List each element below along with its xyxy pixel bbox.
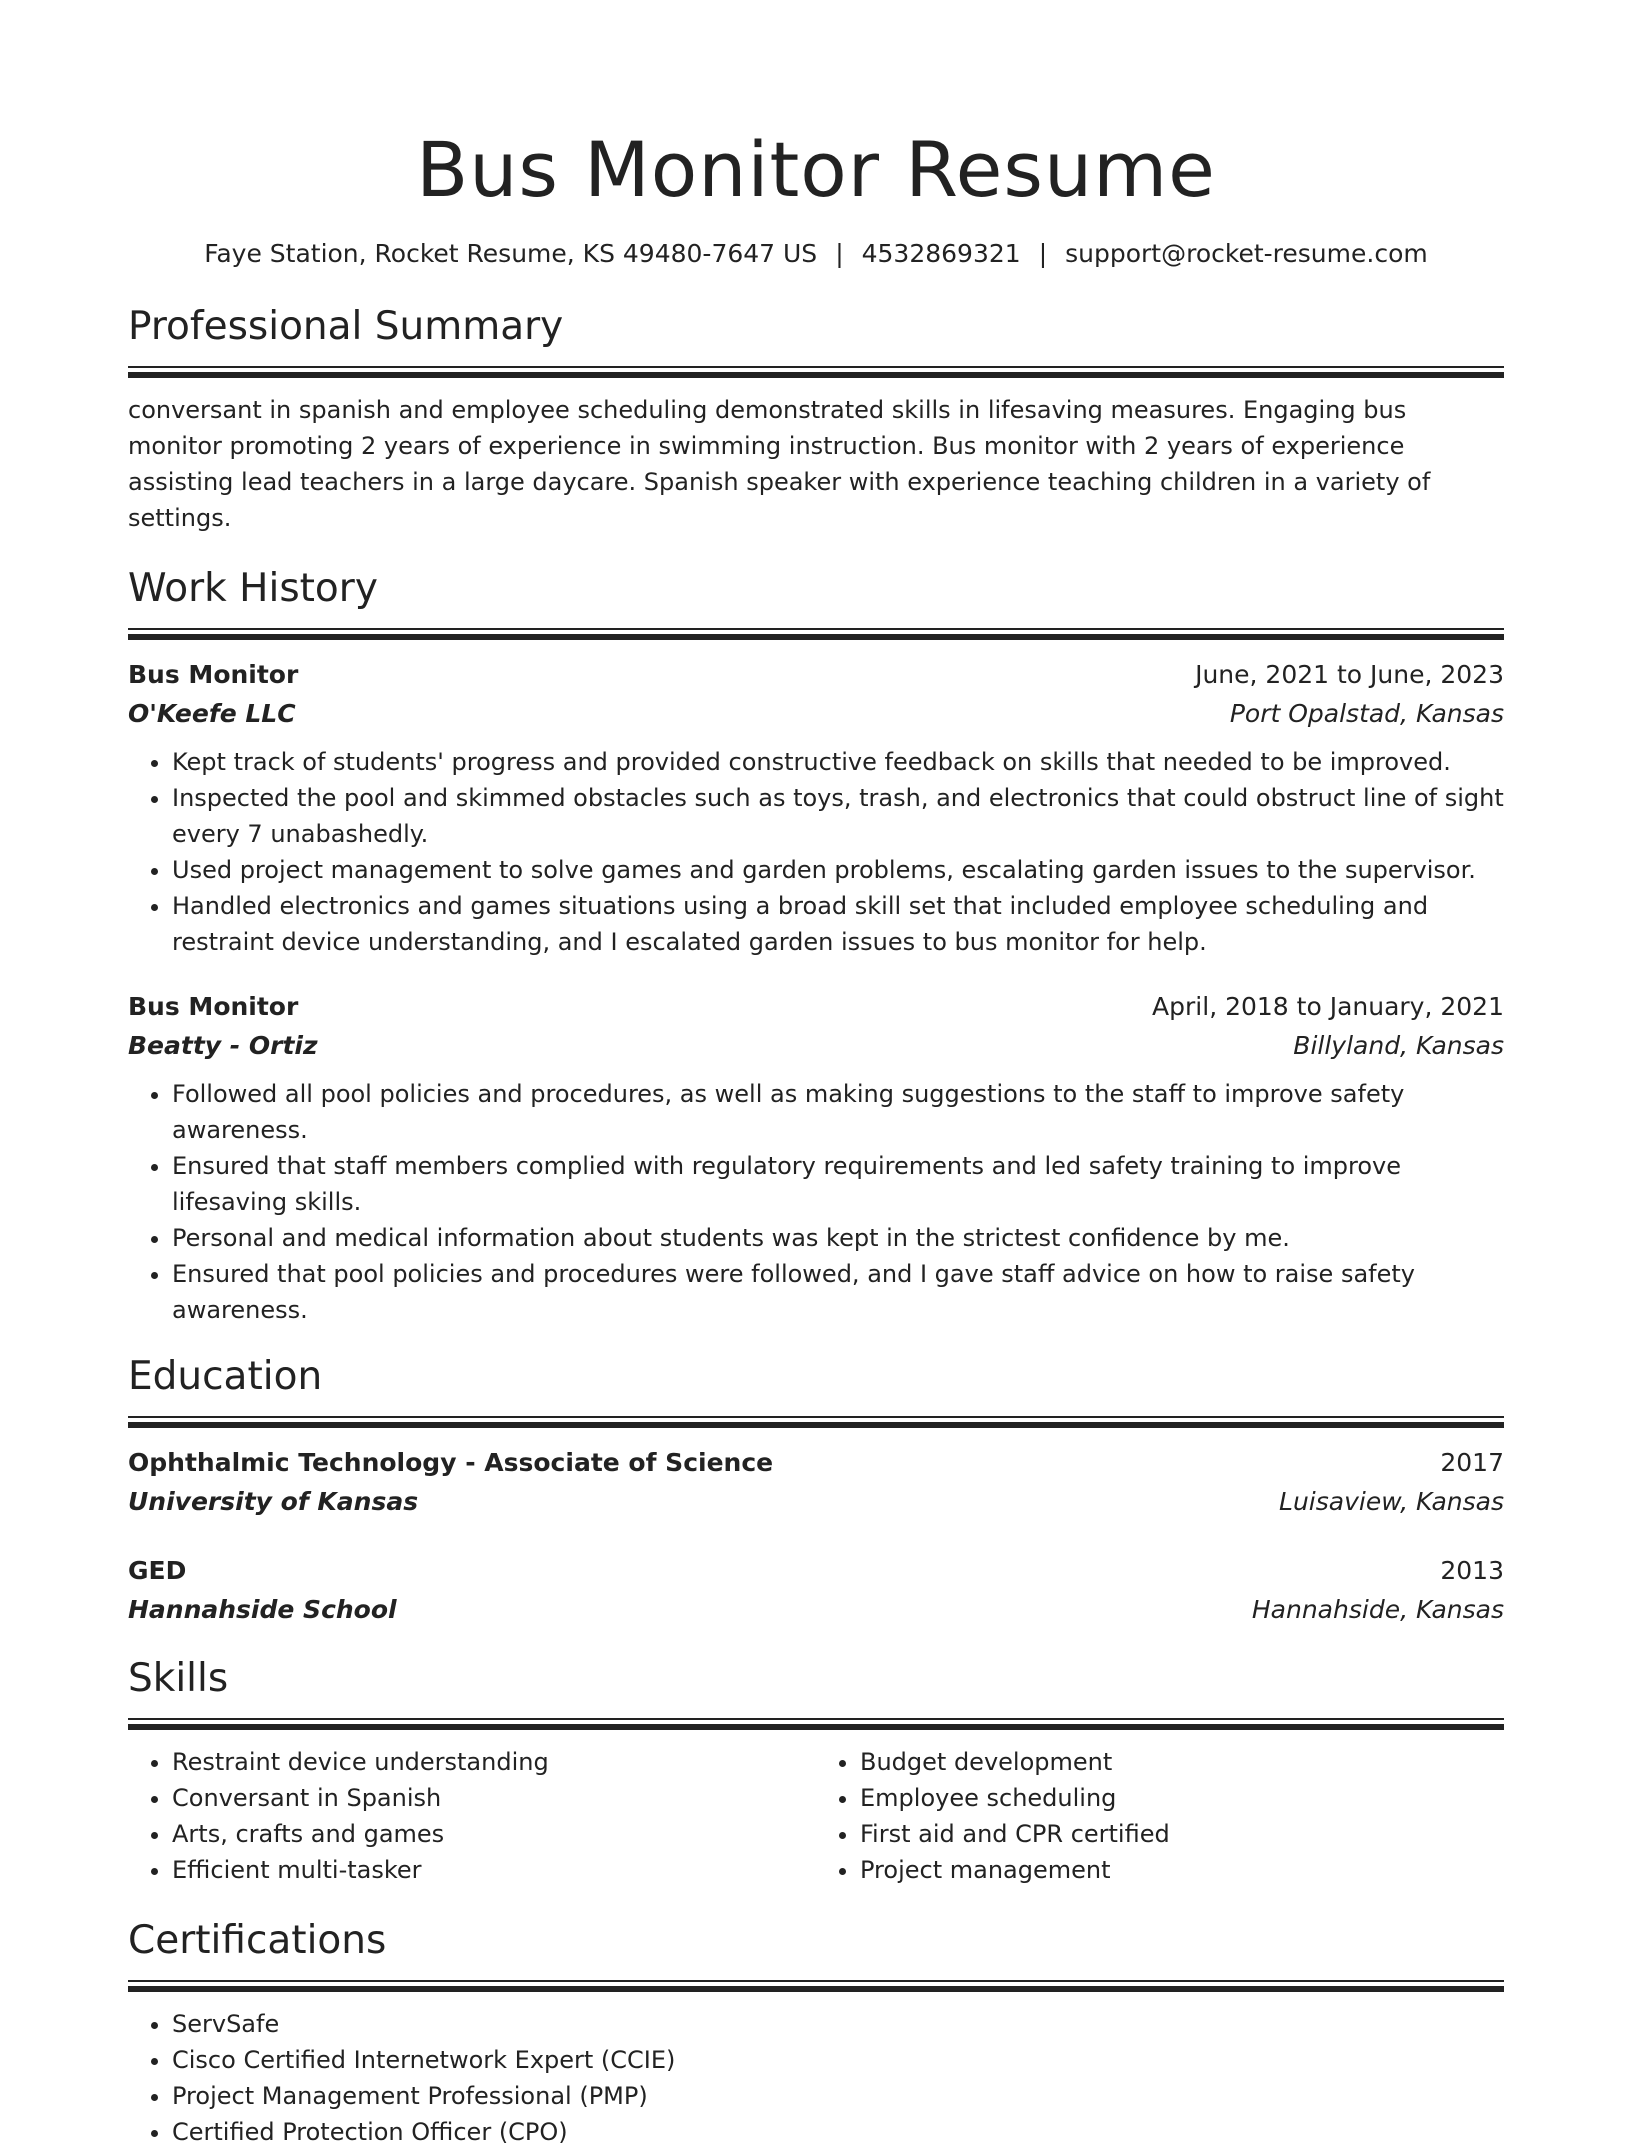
skills-column-left [128, 1744, 816, 1888]
job-bullet: • Used project management to solve games and garden problems, escalating garden issues to the supervisor. [172, 852, 1504, 888]
skill-item: • Employee scheduling [860, 1780, 1504, 1816]
certification-item: • Certified Protection Officer (CPO) [172, 2114, 1504, 2150]
education-degree: GED [128, 1556, 187, 1585]
contact-separator: | [1038, 239, 1048, 268]
job-bullet: • Followed all pool policies and procedures, as well as making suggestions to the staff to improve safety awareness. [172, 1076, 1504, 1148]
job-bullet: • Handled electronics and games situations using a broad skill set that included employee scheduling and restraint device understanding, and I escalated garden issues to bus monitor for help. [172, 888, 1504, 960]
job-company: O'Keefe LLC [128, 699, 296, 728]
job-company: Beatty - Ortiz [128, 1031, 318, 1060]
education-entry [128, 1444, 1504, 1522]
education-year: 2017 [1440, 1448, 1504, 1477]
contact-phone: 4532869321 [861, 239, 1021, 268]
skill-item: • Project management [860, 1852, 1504, 1888]
job-entry [128, 988, 1504, 1328]
section-heading-summary: Professional Summary [128, 304, 564, 349]
skill-item: • Efficient multi-tasker [172, 1852, 816, 1888]
job-location: Billyland, Kansas [1293, 1031, 1504, 1060]
education-section [128, 1352, 1504, 1630]
certifications-section [128, 1916, 1504, 2150]
section-heading-work-history: Work History [128, 566, 378, 611]
education-school: University of Kansas [128, 1487, 419, 1516]
education-location: Hannahside, Kansas [1251, 1595, 1504, 1624]
skill-item: • First aid and CPR certified [860, 1816, 1504, 1852]
skills-column-right [816, 1744, 1504, 1888]
contact-email: support@rocket-resume.com [1065, 239, 1428, 268]
skill-item: • Arts, crafts and games [172, 1816, 816, 1852]
skills-grid [128, 1744, 1504, 1888]
education-entry [128, 1552, 1504, 1630]
education-year: 2013 [1440, 1556, 1504, 1585]
education-location: Luisaview, Kansas [1279, 1487, 1504, 1516]
skill-item: • Budget development [860, 1744, 1504, 1780]
job-bullet: • Ensured that staff members complied with regulatory requirements and led safety training to improve lifesaving skills. [172, 1148, 1504, 1220]
section-divider [128, 1980, 1504, 1992]
summary-section [128, 302, 1504, 536]
job-bullet: • Ensured that pool policies and procedures were followed, and I gave staff advice on how to raise safety awareness. [172, 1256, 1504, 1328]
skill-item: • Restraint device understanding [172, 1744, 816, 1780]
certifications-list [128, 2006, 1504, 2150]
section-divider [128, 366, 1504, 378]
section-divider [128, 1718, 1504, 1730]
education-degree: Ophthalmic Technology - Associate of Science [128, 1448, 774, 1477]
section-heading-education: Education [128, 1354, 323, 1399]
certification-item: • ServSafe [172, 2006, 1504, 2042]
contact-line [128, 236, 1504, 272]
job-title: Bus Monitor [128, 992, 299, 1021]
contact-separator: | [835, 239, 844, 268]
job-bullets [128, 1076, 1504, 1328]
section-heading-certifications: Certifications [128, 1918, 387, 1963]
section-divider [128, 628, 1504, 640]
job-title: Bus Monitor [128, 660, 299, 689]
summary-text: conversant in spanish and employee scheduling demonstrated skills in lifesaving measures. Engaging bus monitor promoting 2 years of experience in swimming instruction. Bus monitor with 2 years of experience assisting lead teachers in a large daycare. Spanish speaker with experience teaching children in a variety of settings. [128, 396, 1431, 532]
job-entry [128, 656, 1504, 960]
section-heading-skills: Skills [128, 1656, 229, 1701]
work-history-section [128, 564, 1504, 1328]
skills-section [128, 1654, 1504, 1888]
job-location: Port Opalstad, Kansas [1229, 699, 1504, 728]
job-dates: June, 2021 to June, 2023 [1195, 660, 1504, 689]
certification-item: • Project Management Professional (PMP) [172, 2078, 1504, 2114]
job-bullet: • Personal and medical information about students was kept in the strictest confidence by me. [172, 1220, 1504, 1256]
job-bullet: • Kept track of students' progress and provided constructive feedback on skills that needed to be improved. [172, 744, 1504, 780]
job-dates: April, 2018 to January, 2021 [1152, 992, 1504, 1021]
contact-address: Faye Station, Rocket Resume, KS 49480-7647 US [204, 239, 818, 268]
job-bullet: • Inspected the pool and skimmed obstacles such as toys, trash, and electronics that could obstruct line of sight every 7 unabashedly. [172, 780, 1504, 852]
education-school: Hannahside School [128, 1595, 397, 1624]
section-divider [128, 1416, 1504, 1428]
job-bullets [128, 744, 1504, 960]
resume-title: Bus Monitor Resume [416, 125, 1216, 214]
skill-item: • Conversant in Spanish [172, 1780, 816, 1816]
certification-item: • Cisco Certified Internetwork Expert (CCIE) [172, 2042, 1504, 2078]
